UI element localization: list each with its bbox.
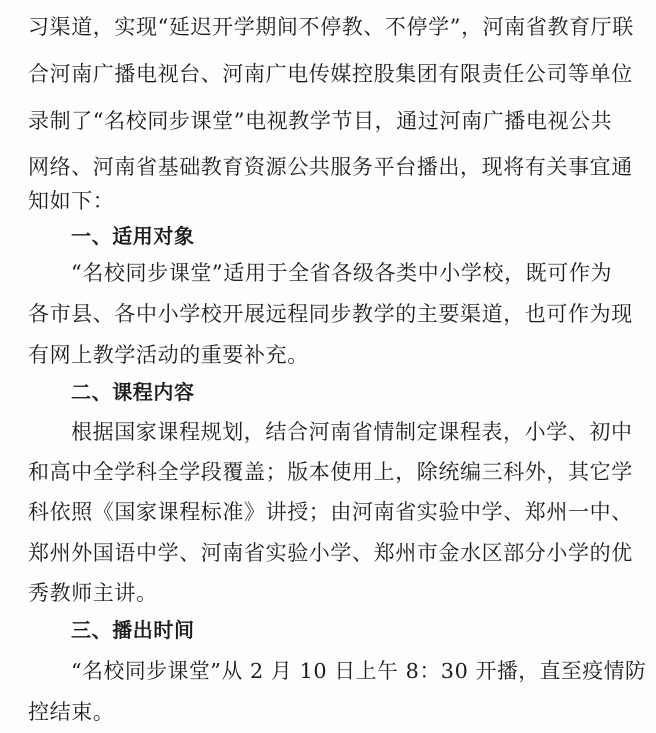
section-2-line: 和高中全学科全学段覆盖；版本使用上，除统编三科外，其它学 xyxy=(28,460,633,484)
section-2-line: 科依照《国家课程标准》讲授；由河南省实验中学、郑州一中、 xyxy=(28,500,633,524)
section-1-line: “名校同步课堂”适用于全省各级各类中小学校，既可作为 xyxy=(71,261,613,285)
section-heading-broadcast-time: 三、播出时间 xyxy=(71,618,195,642)
section-1-line: 各市县、各中小学校开展远程同步教学的主要渠道，也可作为现 xyxy=(28,302,633,326)
section-3-line: “名校同步课堂”从 2 月 10 日上午 8：30 开播，直至疫情防 xyxy=(71,659,647,683)
intro-line: 网络、河南省基础教育资源公共服务平台播出，现将有关事宜通 xyxy=(28,155,633,179)
section-1-line: 有网上教学活动的重要补充。 xyxy=(28,343,309,367)
intro-line: 合河南广播电视台、河南广电传媒控股集团有限责任公司等单位 xyxy=(28,62,633,86)
section-3-line: 控结束。 xyxy=(28,700,115,724)
section-heading-applicable-targets: 一、适用对象 xyxy=(71,224,195,248)
section-2-line: 根据国家课程规划，结合河南省情制定课程表，小学、初中 xyxy=(71,420,633,444)
section-2-line: 秀教师主讲。 xyxy=(28,581,158,605)
section-heading-course-content: 二、课程内容 xyxy=(71,380,195,404)
intro-line: 习渠道，实现“延迟开学期间不停教、不停学”，河南省教育厅联 xyxy=(28,15,634,39)
intro-line: 录制了“名校同步课堂”电视教学节目，通过河南广播电视公共 xyxy=(28,109,613,133)
intro-line: 知如下： xyxy=(28,189,115,213)
section-2-line: 郑州外国语中学、河南省实验小学、郑州市金水区部分小学的优 xyxy=(28,541,633,565)
